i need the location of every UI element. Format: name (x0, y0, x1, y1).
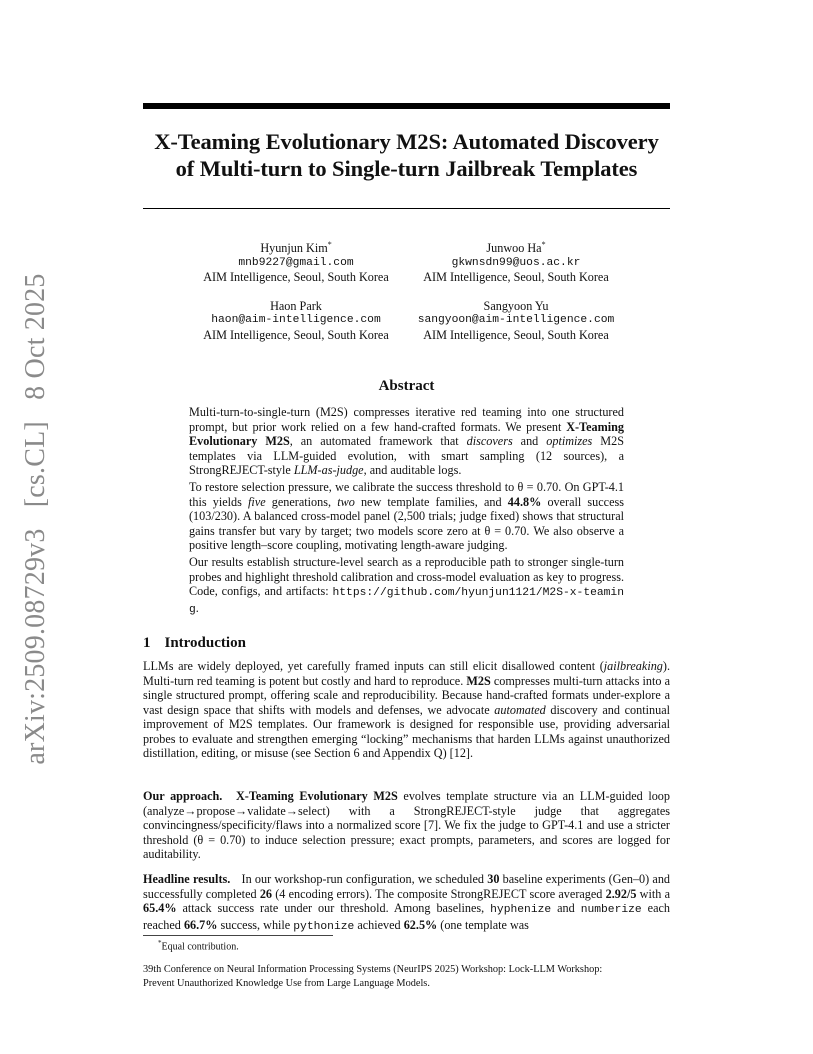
author-email[interactable]: mnb9227@gmail.com (238, 256, 354, 269)
title-line-1: X-Teaming Evolutionary M2S: Automated Discovery (154, 129, 659, 154)
footnote-rule (143, 935, 333, 936)
author-email[interactable]: sangyoon@aim-intelligence.com (417, 314, 615, 327)
author-affiliation: AIM Intelligence, Seoul, South Korea (423, 327, 609, 342)
abstract-paragraph: Our results establish structure-level search as a reproducible path to stronger single-turn probes and highlight threshold calibration and cross-model evaluation as key to progress. Code, configs, and artifacts: https://github.com/hyunjun1121/M2S-x-teaming. (189, 554, 624, 616)
abstract-body (189, 405, 624, 619)
author-email[interactable]: haon@aim-intelligence.com (211, 314, 381, 327)
abstract-paragraph: Multi-turn-to-single-turn (M2S) compresses iterative red teaming into one structured prompt, but prior work relied on a few hand-crafted formats. We present X-Teaming Evolutionary M2S, an automated framework that discovers and optimizes M2S templates via LLM-guided evolution, with smart sampling (12 sources), a StrongREJECT-style LLM-as-judge, and auditable logs. (189, 405, 624, 478)
arxiv-stamp (20, 259, 52, 764)
github-link[interactable]: https://github.com/hyunjun1121/M2S-x-teaming (189, 587, 624, 616)
arxiv-category: [cs.CL] (20, 421, 51, 508)
author-block (190, 238, 622, 356)
section-heading-introduction (143, 635, 246, 652)
author-row (190, 238, 622, 285)
author-name: Haon Park (270, 298, 322, 313)
section-number: 1 (143, 635, 151, 651)
title-bottom-rule (143, 208, 670, 209)
author (410, 299, 622, 343)
title-top-rule (143, 103, 670, 109)
author-affiliation: AIM Intelligence, Seoul, South Korea (423, 270, 609, 285)
paragraph-lead: Headline results. (143, 872, 231, 886)
author-email[interactable]: gkwnsdn99@uos.ac.kr (451, 256, 581, 269)
author-row (190, 299, 622, 343)
arxiv-id: arXiv:2509.08729v3 (20, 528, 51, 765)
author (410, 238, 622, 285)
author (190, 238, 402, 285)
venue-note: 39th Conference on Neural Information Processing Systems (NeurIPS 2025) Workshop: Lock-LLM Workshop: Prevent Unauthorized Knowledge Use from Large Language Models. (143, 964, 603, 989)
approach-paragraph: Our approach. X-Teaming Evolutionary M2S evolves template structure via an LLM-guided loop (analyze→propose→validate→select) with a StrongREJECT-style judge that aggregates convincingness/specificity/flaws into a normalized score [7]. We fix the judge to GPT-4.1 and use a stricter threshold (θ = 0.70) to induce selection pressure; exact prompts, parameters, and scores are logged for auditability. (143, 789, 670, 862)
paragraph-lead: Our approach. (143, 789, 223, 803)
headline-results-paragraph: Headline results. In our workshop-run configuration, we scheduled 30 baseline experiments (Gen–0) and successfully completed 26 (4 encoding errors). The composite StrongREJECT score averaged 2.92/5 with a 65.4% attack success rate under our threshold. Among baselines, hyphenize and numberize each reached 66.7% success, while pythonize achieved 62.5% (one template was (143, 872, 671, 933)
abstract-heading: Abstract (378, 378, 435, 394)
arxiv-date: 8 Oct 2025 (20, 273, 51, 400)
paper-title (143, 128, 670, 182)
author-affiliation: AIM Intelligence, Seoul, South Korea (203, 327, 389, 342)
abstract-paragraph: To restore selection pressure, we calibrate the success threshold to θ = 0.70. On GPT-4.1 this yields five generations, two new template families, and 44.8% overall success (103/230). A balanced cross-model panel (2,500 trials; judge fixed) shows that structural gains transfer but vary by target; two models score zero at θ = 0.70. We also observe a positive length–score coupling, motivating length-aware judging. (189, 479, 624, 553)
equal-contribution-mark: * (541, 240, 546, 249)
footnote: *Equal contribution. (158, 939, 239, 953)
intro-paragraph: LLMs are widely deployed, yet carefully framed inputs can still elicit disallowed content (jailbreaking). Multi-turn red teaming is potent but costly and hard to reproduce. M2S compresses multi-turn attacks into a single structured prompt, offering scale and reproducibility. Because hand-crafted formats under-explore a vast design space that shifts with models and defenses, we advocate automated discovery and continual improvement of M2S templates. Our framework is designed for responsible use, providing adversarial probes to evaluate and strengthen emerging “locking” mechanisms that harden LLMs against unauthorized distillation, editing, or misuse (see Section 6 and Appendix Q) [12]. (143, 659, 670, 761)
author-name: Hyunjun Kim (260, 241, 328, 256)
author-affiliation: AIM Intelligence, Seoul, South Korea (203, 270, 389, 285)
author-name: Sangyoon Yu (483, 298, 549, 313)
author (190, 299, 402, 343)
title-line-2: of Multi-turn to Single-turn Jailbreak Templates (175, 156, 638, 181)
equal-contribution-mark: * (327, 240, 332, 249)
section-title: Introduction (164, 635, 246, 651)
author-name: Junwoo Ha (486, 241, 542, 256)
